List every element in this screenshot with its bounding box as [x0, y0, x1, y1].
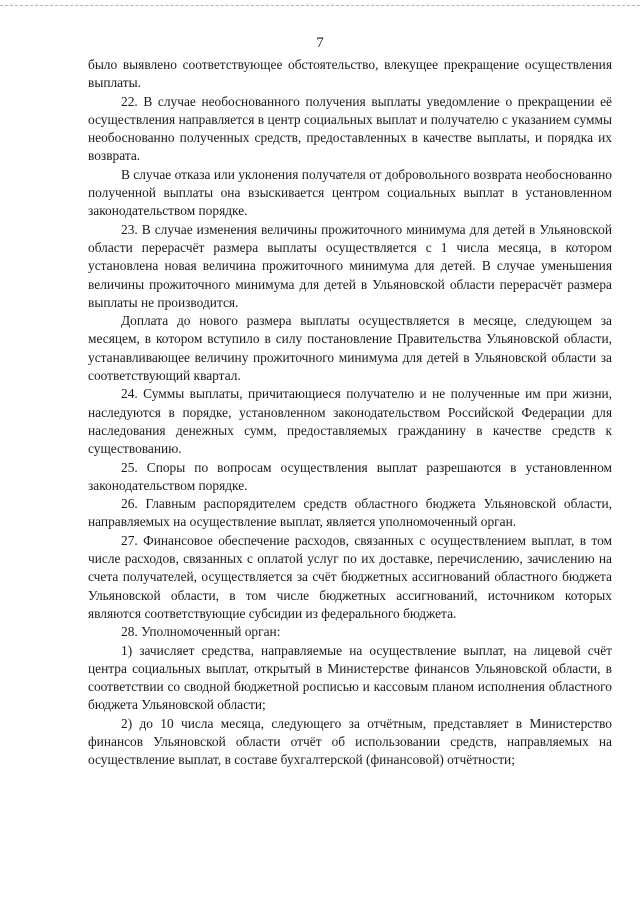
paragraph-28: 28. Уполномоченный орган:	[121, 624, 281, 640]
paragraph-22-refusal: В случае отказа или уклонения получателя от добровольного возврата необоснованно полученной выплаты она взыскивается центром социальных выплат в установленном законодательством порядке.	[88, 166, 612, 219]
paragraph-25: 25. Споры по вопросам осуществления выплат разрешаются в установленном законодательством порядке.	[88, 459, 612, 493]
paragraph-26: 26. Главным распорядителем средств областного бюджета Ульяновской области, направляемых на осуществление выплат, является уполномоченный орган.	[88, 496, 612, 530]
paragraph-24: 24. Суммы выплаты, причитающиеся получателю и не полученные им при жизни, наследуются в порядке, установленном законодательством Российской Федерации для наследования денежных сумм, предоставляемых гражданину в качестве средств к существованию.	[88, 386, 612, 457]
paragraph-27: 27. Финансовое обеспечение расходов, связанных с осуществлением выплат, в том числе расходов, связанных с оплатой услуг по их доставке, перечислению, зачислению на счета получателей, осуществляется за счёт бюджетных ассигнований областного бюджета Ульяновской области, в том числе бюджетных ассигнований, источником которых являются соответствующие субсидии из федерального бюджета.	[88, 532, 612, 621]
paragraph-23: 23. В случае изменения величины прожиточного минимума для детей в Ульяновской области перерасчёт размера выплаты осуществляется с 1 числа месяца, в котором установлена новая величина прожиточного минимума для детей. В случае уменьшения величины прожиточного минимума для детей в Ульяновской области перерасчёт размера выплаты не производится.	[88, 221, 612, 310]
paragraph-28-item-1: 1) зачисляет средства, направляемые на осуществление выплат, на лицевой счёт центра социальных выплат, открытый в Министерстве финансов Ульяновской области, в соответствии со сводной бюджетной росписью и кассовым планом исполнения областного бюджета Ульяновской области;	[88, 642, 612, 713]
paragraph-28-item-2: 2) до 10 числа месяца, следующего за отчётным, представляет в Министерство финансов Ульяновской области отчёт об использовании средств, направляемых на осуществление выплат, в составе бухгалтерской (финансовой) отчётности;	[88, 715, 612, 768]
page-number: 7	[316, 35, 324, 51]
paragraph-continuation: было выявлено соответствующее обстоятельство, влекущее прекращение осуществления выплаты.	[88, 57, 612, 91]
paragraph-23-surcharge: Доплата до нового размера выплаты осуществляется в месяце, следующем за месяцем, в котором вступило в силу постановление Правительства Ульяновской области, устанавливающее величину прожиточного минимума для детей в Ульяновской области за соответствующий квартал.	[88, 313, 612, 384]
scan-edge-line	[0, 5, 640, 6]
document-body	[88, 56, 612, 770]
paragraph-22: 22. В случае необоснованного получения выплаты уведомление о прекращении её осуществления направляется в центр социальных выплат и получателю с указанием суммы необоснованно полученных средств, предоставленных в качестве выплаты, и порядка их возврата.	[88, 93, 612, 164]
